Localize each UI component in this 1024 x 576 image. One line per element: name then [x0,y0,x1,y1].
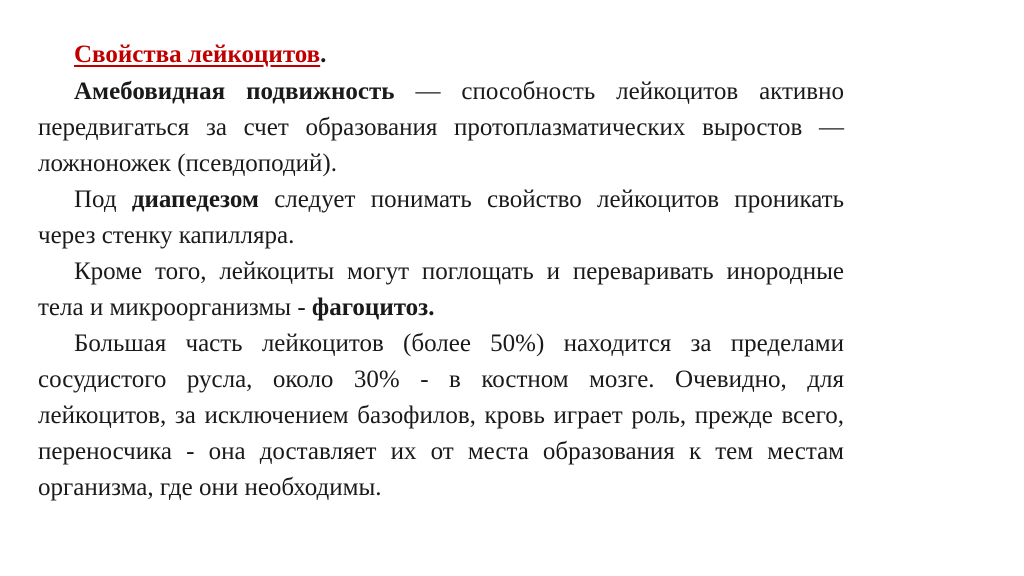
paragraph-distribution-text: Большая часть лейкоцитов (более 50%) находится за пределами сосудистого русла, около 30% - в костном мозге. Очевидно, для лейкоцитов, за исключением базофилов, кровь играет роль, прежде всего, переносчика - она доставляет их от места образования к тем местам организма, где они необходимы. [38,330,844,501]
term-phagocytosis: фагоцитоз. [311,294,435,321]
slide-content [38,36,844,506]
paragraph-diapedesis-pre: Под [74,186,132,213]
paragraph-amoeboid-motility-text: — способность лейкоцитов активно передвигаться за счет образования протоплазматических выростов — ложноножек (псевдоподий). [38,78,844,177]
term-amoeboid-motility: Амебовидная подвижность [74,78,395,105]
slide-title-text: Свойства лейкоцитов [74,41,321,68]
paragraph-phagocytosis [38,254,844,326]
paragraph-amoeboid-motility [38,74,844,182]
slide-title [74,36,844,74]
paragraph-diapedesis [38,182,844,254]
paragraph-diapedesis-post: следует понимать свойство лейкоцитов проникать через стенку капилляра. [38,186,844,249]
term-diapedesis: диапедезом [131,186,259,213]
paragraph-distribution [38,326,844,506]
paragraph-phagocytosis-pre: Кроме того, лейкоциты могут поглощать и переваривать инородные тела и микроорганизмы - [38,258,844,321]
slide-title-period: . [320,41,327,68]
